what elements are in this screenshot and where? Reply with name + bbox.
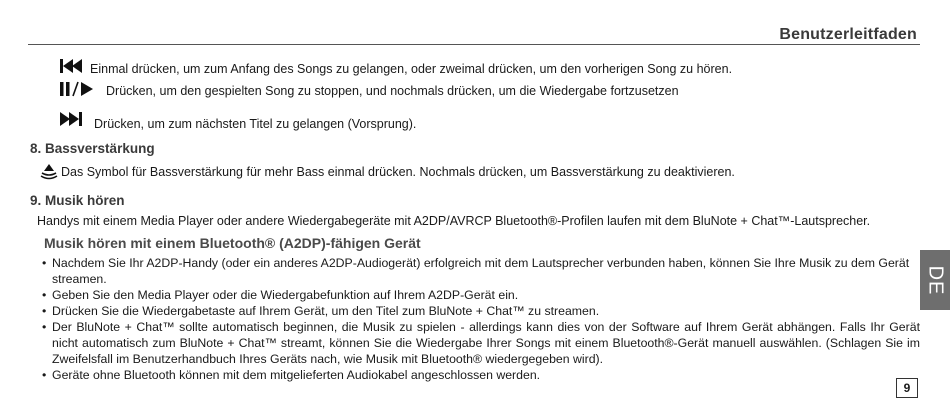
next-track-description: Drücken, um zum nächsten Titel zu gelangen (Vorsprung). [94, 117, 417, 131]
header-divider [28, 44, 920, 45]
previous-track-description: Einmal drücken, um zum Anfang des Songs zu gelangen, oder zweimal drücken, um den vorherigen Song zu hören. [90, 62, 733, 76]
previous-track-icon [60, 59, 86, 73]
list-item: • Geben Sie den Media Player oder die Wiedergabefunktion auf Ihrem A2DP-Gerät ein. [42, 287, 920, 303]
section-9-title: 9. Musik hören [30, 193, 125, 208]
section-8-title: 8. Bassverstärkung [30, 141, 155, 156]
list-item: • Nachdem Sie Ihr A2DP-Handy (oder ein anderes A2DP-Audiogerät) erfolgreich mit dem Lautsprecher verbunden haben, können Sie Ihre Musik zu dem Gerät streamen. [42, 255, 920, 287]
list-item: • Drücken Sie die Wiedergabetaste auf Ihrem Gerät, um den Titel zum BluNote + Chat™ zu streamen. [42, 303, 920, 319]
page-number: 9 [896, 378, 918, 398]
bluetooth-steps-list [42, 255, 920, 383]
play-pause-description: Drücken, um den gespielten Song zu stoppen, und nochmals drücken, um die Wiedergabe fortzusetzen [106, 84, 679, 98]
language-tab [920, 250, 950, 310]
list-item: • Geräte ohne Bluetooth können mit dem mitgelieferten Audiokabel angeschlossen werden. [42, 367, 920, 383]
page-header-title: Benutzerleitfaden [779, 26, 917, 43]
section-9-subheading: Musik hören mit einem Bluetooth® (A2DP)-fähigen Gerät [44, 235, 421, 251]
play-pause-icon [60, 81, 98, 97]
next-track-icon [60, 112, 86, 126]
section-9-intro: Handys mit einem Media Player oder andere Wiedergabegeräte mit A2DP/AVRCP Bluetooth®-Profilen laufen mit dem BluNote + Chat™-Lautsprecher. [37, 214, 871, 228]
bass-boost-description: Das Symbol für Bassverstärkung für mehr Bass einmal drücken. Nochmals drücken, um Bassverstärkung zu deaktivieren. [61, 165, 735, 179]
language-tab-label: DE [924, 265, 947, 295]
bass-boost-icon [40, 164, 58, 180]
list-item: • Der BluNote + Chat™ sollte automatisch beginnen, die Musik zu spielen - allerdings kann dies von der Software auf Ihrem Gerät abhängen. Falls Ihr Gerät nicht automatisch zum BluNote + Chat™ streamt, können Sie die Wiedergabe Ihrer Songs mit einem Bluetooth®-Gerät manuell auswählen. (Schlagen Sie im Zweifelsfall im Benutzerhandbuch Ihres Geräts nach, wie Musik mit Bluetooth® wiedergegeben wird). [42, 319, 920, 367]
